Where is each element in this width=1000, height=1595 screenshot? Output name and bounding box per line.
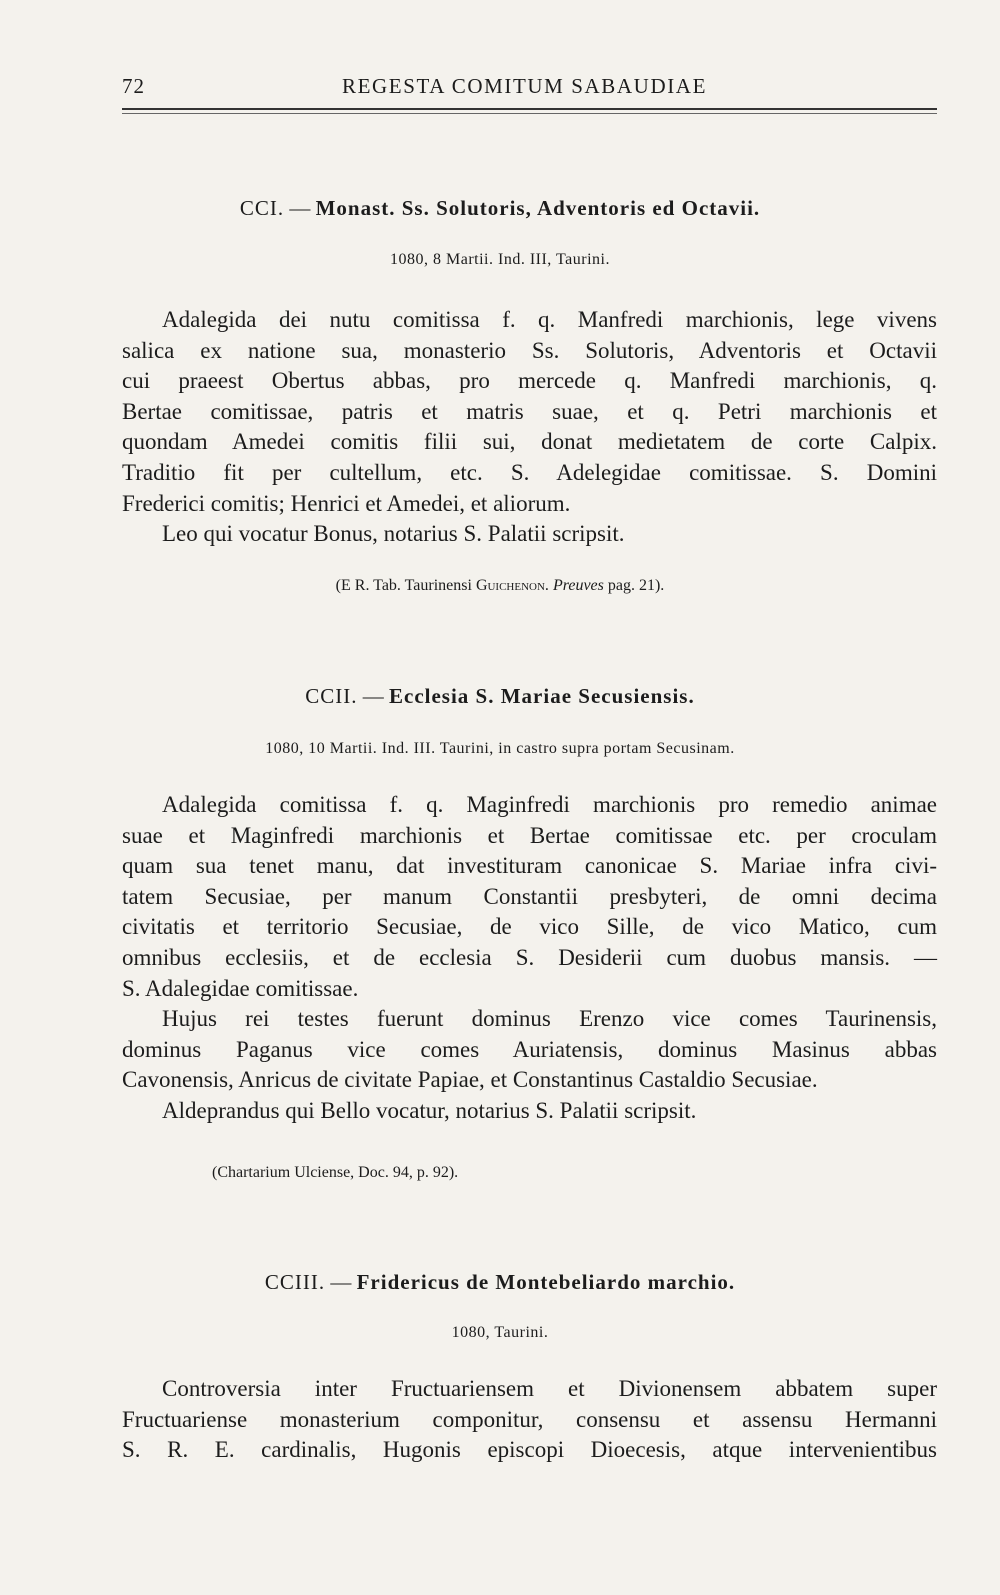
text-line: Bertae comitissae, patris et matris suae, et q. Petri marchionis et [122,398,937,424]
text-line: cui praeest Obertus abbas, pro mercede q. Manfredi marchionis, q. [122,368,937,394]
text-line: tatem Secusiae, per manum Constantii presbyteri, de omni decima [122,883,937,909]
entry-text-cciii [122,1374,937,1466]
text-line: Fructuariense monasterium componitur, consensu et assensu Hermanni [122,1406,937,1432]
running-head-title: REGESTA COMITUM SABAUDIAE [342,74,707,98]
notary-line: Aldeprandus qui Bello vocatur, notarius S. Palatii scripsit. [162,1097,697,1123]
text-line: Adalegida dei nutu comitissa f. q. Manfredi marchionis, lege vivens [162,307,937,332]
entry-title: Ecclesia S. Mariae Secusiensis. [389,684,695,708]
source-work: Preuves [552,577,604,594]
entry-dateline-cci: 1080, 8 Martii. Ind. III, Taurini. [390,251,610,268]
text-line: quondam Amedei comitis filii sui, donat medietatem de corte Calpix. [122,429,937,455]
header-rule-thick [122,108,937,110]
text-line: suae et Maginfredi marchionis et Bertae comitissae etc. per croculam [122,822,937,848]
entry-heading-ccii [0,684,1000,709]
text-line: Traditio fit per cultellum, etc. S. Adelegidae comitissae. S. Domini [122,459,937,485]
source-open: (E R. Tab. Taurinensi [335,577,476,594]
text-line: Cavonensis, Anricus de civitate Papiae, et Constantinus Castaldio Secusiae. [122,1067,818,1093]
source-author: Guichenon. [475,577,549,594]
text-line: civitatis et territorio Secusiae, de vico Sille, de vico Matico, cum [122,914,937,940]
text-line: Controversia inter Fructuariensem et Divionensem abbatem super [162,1376,937,1401]
text-line: dominus Paganus vice comes Auriatensis, dominus Masinus abbas [122,1036,937,1062]
text-line: Hujus rei testes fuerunt dominus Erenzo vice comes Taurinensis, [162,1006,937,1032]
entry-number: CCIII. [264,1270,326,1294]
text-line: S. R. E. cardinalis, Hugonis episcopi Dioecesis, atque intervenientibus [122,1437,937,1463]
entry-title: Monast. Ss. Solutoris, Adventoris ed Octavii. [315,196,761,220]
entry-dash: — [357,684,389,708]
entry-number: CCI. [239,196,285,220]
entry-source-cci [0,577,1000,595]
entry-text-cci [122,305,937,550]
text-line: omnibus ecclesiis, et de ecclesia S. Desiderii cum duobus mansis. — [122,944,937,970]
page-number: 72 [122,74,145,98]
text-line: quam sua tenet manu, dat investituram canonicae S. Mariae infra civi- [122,853,937,879]
entry-title: Fridericus de Montebeliardo marchio. [356,1270,736,1294]
text-line: S. Adalegidae comitissae. [122,975,359,1001]
entry-dash: — [284,196,316,220]
entry-source-ccii: (Chartarium Ulciense, Doc. 94, p. 92). [212,1164,459,1181]
entry-dateline-ccii: 1080, 10 Martii. Ind. III. Taurini, in castro supra portam Secusinam. [265,740,735,757]
text-line: Frederici comitis; Henrici et Amedei, et aliorum. [122,490,571,516]
entry-heading-cciii [0,1270,1000,1295]
text-line: salica ex natione sua, monasterio Ss. Solutoris, Adventoris et Octavii [122,337,937,363]
header-rule-thin [122,113,937,114]
entry-number: CCII. [305,684,358,708]
entry-heading-cci [0,196,1000,221]
source-close: pag. 21). [603,577,665,594]
entry-dash: — [325,1270,357,1294]
entry-dateline-cciii: 1080, Taurini. [451,1324,549,1341]
running-head [122,74,937,102]
notary-line: Leo qui vocatur Bonus, notarius S. Palatii scripsit. [162,521,625,547]
entry-text-ccii [122,790,937,1127]
text-line: Adalegida comitissa f. q. Maginfredi marchionis pro remedio animae [162,792,937,817]
